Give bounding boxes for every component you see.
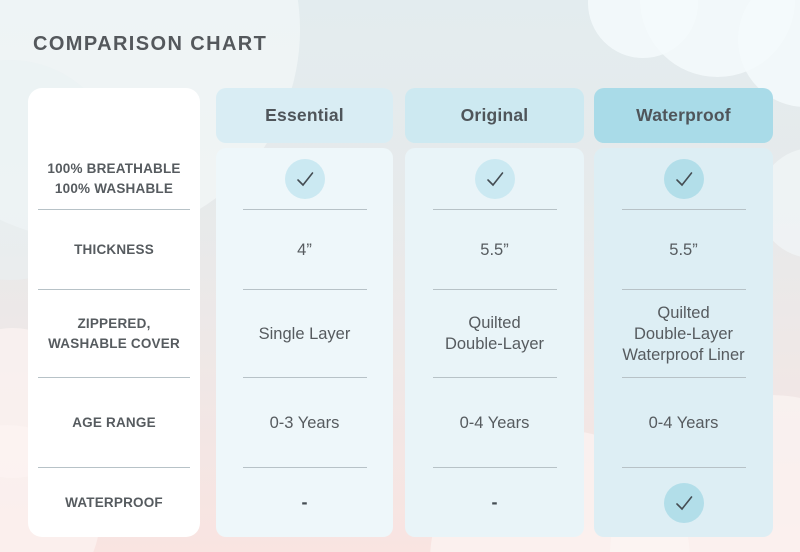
check-badge: [664, 483, 704, 523]
column-body-essential: [216, 148, 393, 537]
cell-essential-age-range: [216, 378, 393, 468]
column-header-waterproof: Waterproof: [594, 88, 773, 143]
labels-header-spacer: [28, 88, 200, 148]
column-original: [405, 88, 584, 537]
column-waterproof: [594, 88, 773, 537]
cell-value: 0-3 Years: [269, 413, 340, 432]
cell-value: Waterproof Liner: [622, 345, 745, 364]
check-badge: [664, 159, 704, 199]
row-label-line: 100% WASHABLE: [54, 181, 174, 196]
row-label-breathable-washable: [28, 148, 200, 210]
page-title: COMPARISON CHART: [33, 33, 268, 55]
cell-value: Double-Layer: [633, 324, 734, 343]
check-icon: [673, 168, 695, 190]
comparison-table: [28, 88, 773, 537]
cell-value: Quilted: [657, 303, 710, 322]
column-body-waterproof: [594, 148, 773, 537]
cell-essential-cover: [216, 290, 393, 378]
row-label-line: WATERPROOF: [65, 494, 163, 510]
row-label-line: WASHABLE COVER: [48, 336, 180, 351]
check-icon: [294, 168, 316, 190]
check-badge: [475, 159, 515, 199]
cell-value: 5.5”: [669, 240, 698, 259]
cell-value: 4”: [297, 240, 312, 259]
cell-value: Double-Layer: [444, 335, 545, 353]
cell-value: 0-4 Years: [459, 413, 530, 432]
row-label-waterproof: [28, 468, 200, 537]
cell-original-thickness: [405, 210, 584, 290]
column-header-original: Original: [405, 88, 584, 143]
row-label-line: AGE RANGE: [72, 415, 156, 430]
cell-waterproof-cover: [594, 290, 773, 378]
check-icon: [484, 168, 506, 190]
row-label-thickness: [28, 210, 200, 290]
cell-value: Quilted: [468, 314, 521, 332]
row-label-line: 100% BREATHABLE: [47, 161, 181, 176]
cell-value: 0-4 Years: [648, 413, 719, 432]
cell-value: Single Layer: [258, 324, 351, 343]
dash-icon: -: [301, 492, 308, 512]
check-icon: [673, 492, 695, 514]
row-label-line: ZIPPERED,: [77, 316, 151, 331]
cell-value: 5.5”: [480, 240, 509, 259]
row-label-line: THICKNESS: [74, 242, 154, 257]
row-label-zippered-cover: [28, 290, 200, 378]
cell-original-breathable: [405, 148, 584, 210]
cell-essential-thickness: [216, 210, 393, 290]
column-header-essential: Essential: [216, 88, 393, 143]
check-badge: [285, 159, 325, 199]
cell-waterproof-breathable: [594, 148, 773, 210]
cell-essential-breathable: [216, 148, 393, 210]
cell-original-age-range: [405, 378, 584, 468]
cell-original-cover: [405, 290, 584, 378]
cell-original-waterproof: [405, 468, 584, 537]
dash-icon: -: [491, 492, 498, 512]
column-body-original: [405, 148, 584, 537]
cell-essential-waterproof: [216, 468, 393, 537]
cell-waterproof-waterproof: [594, 468, 773, 537]
cell-waterproof-age-range: [594, 378, 773, 468]
row-labels-column: [28, 88, 200, 537]
row-label-age-range: [28, 378, 200, 468]
cell-waterproof-thickness: [594, 210, 773, 290]
column-essential: [216, 88, 393, 537]
